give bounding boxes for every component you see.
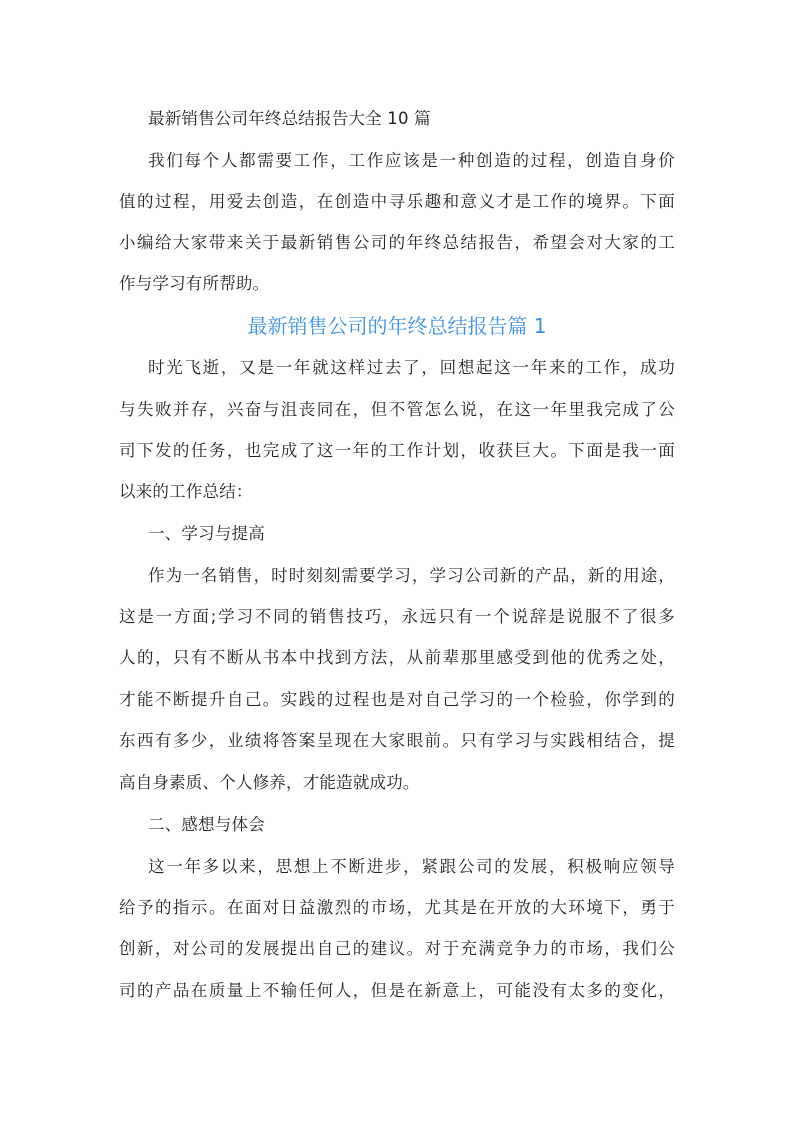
para1-line-3: 司下发的任务，也完成了这一年的工作计划，收获巨大。下面是我一面 <box>119 441 675 460</box>
para1-line-1: 时光飞逝，又是一年就这样过去了，回想起这一年来的工作，成功 <box>148 358 675 377</box>
para1-line-4: 以来的工作总结： <box>119 482 253 501</box>
document-title: 最新销售公司年终总结报告大全 10 篇 <box>148 109 431 128</box>
para2-line-3: 人的，只有不断从书本中找到方法，从前辈那里感受到他的优秀之处， <box>119 648 675 667</box>
para3-line-3: 创新，对公司的发展提出自己的建议。对于充满竞争力的市场，我们公 <box>119 939 675 958</box>
para2-line-6: 高自身素质、个人修养，才能造就成功。 <box>119 773 420 792</box>
subheading-learning: 一、学习与提高 <box>148 524 265 543</box>
subheading-reflections: 二、感想与体会 <box>148 815 265 834</box>
para3-line-1: 这一年多以来，思想上不断进步，紧跟公司的发展，积极响应领导 <box>148 857 675 876</box>
para2-line-4: 才能不断提升自己。实践的过程也是对自己学习的一个检验，你学到的 <box>119 690 675 709</box>
para3-line-4: 司的产品在质量上不输任何人，但是在新意上，可能没有太多的变化， <box>119 981 675 1000</box>
intro-line-1: 我们每个人都需要工作，工作应该是一种创造的过程，创造自身价 <box>148 151 675 170</box>
intro-line-4: 作与学习有所帮助。 <box>119 274 270 293</box>
intro-line-2: 值的过程，用爱去创造，在创造中寻乐趣和意义才是工作的境界。下面 <box>119 192 675 211</box>
para2-line-2: 这是一方面;学习不同的销售技巧，永远只有一个说辞是说服不了很多 <box>119 607 675 626</box>
para1-line-2: 与失败并存，兴奋与沮丧同在，但不管怎么说，在这一年里我完成了公 <box>119 400 675 419</box>
para2-line-1: 作为一名销售，时时刻刻需要学习，学习公司新的产品，新的用途， <box>148 566 675 585</box>
para3-line-2: 给予的指示。在面对日益激烈的市场，尤其是在开放的大环境下，勇于 <box>119 898 675 917</box>
section-heading: 最新销售公司的年终总结报告篇 1 <box>247 314 547 338</box>
intro-line-3: 小编给大家带来关于最新销售公司的年终总结报告，希望会对大家的工 <box>119 233 675 252</box>
para2-line-5: 东西有多少，业绩将答案呈现在大家眼前。只有学习与实践相结合，提 <box>119 731 675 750</box>
